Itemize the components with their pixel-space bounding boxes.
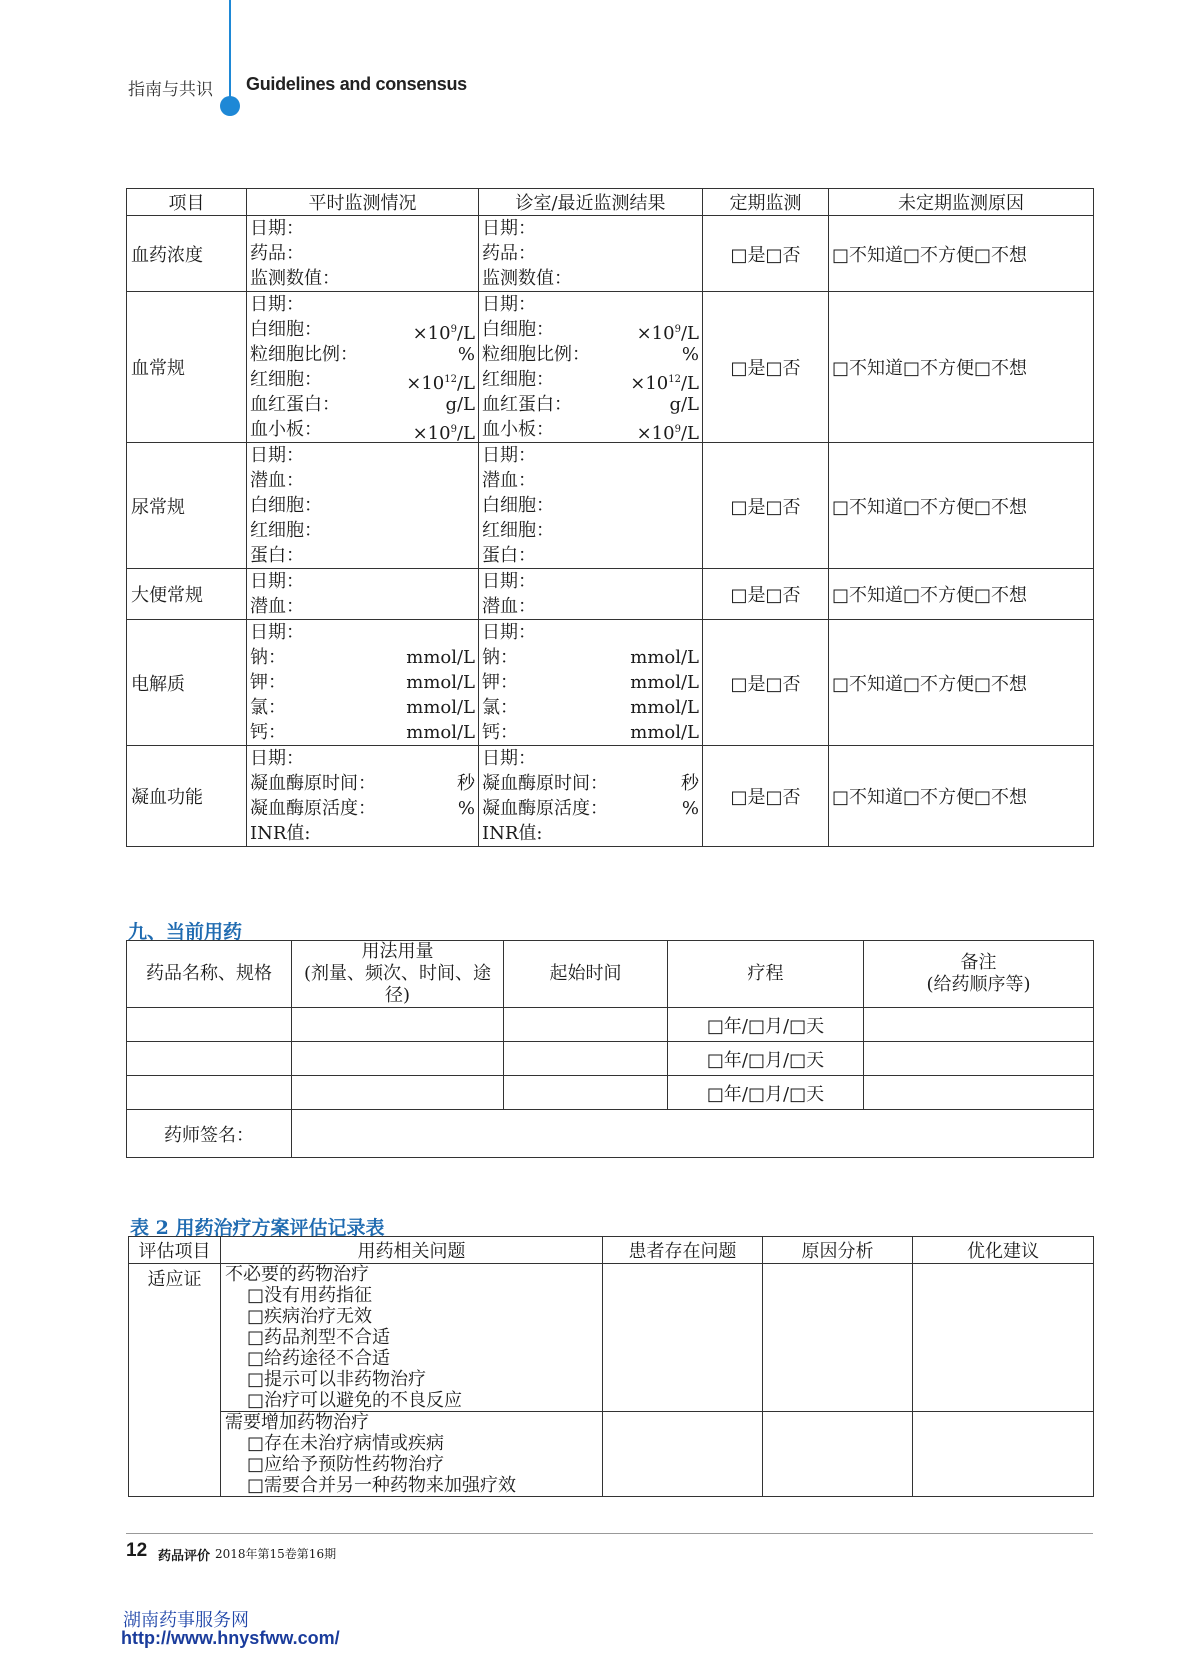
field-line <box>482 241 699 266</box>
no-monitoring-reason-checkbox[interactable]: □不知道□不方便□不想 <box>829 620 1094 746</box>
field-line <box>250 493 475 518</box>
field-line <box>482 594 699 619</box>
field-line <box>482 620 699 645</box>
field-line <box>482 569 699 594</box>
field-line <box>482 695 699 720</box>
drug-name-cell[interactable] <box>127 1042 292 1076</box>
col-header: 项目 <box>127 189 247 216</box>
field-label: INR值: <box>250 823 311 844</box>
note-cell[interactable] <box>864 1042 1094 1076</box>
note-cell[interactable] <box>864 1008 1094 1042</box>
note-cell[interactable] <box>864 1076 1094 1110</box>
field-label: 钾： <box>482 672 518 693</box>
signature-row <box>127 1110 1094 1158</box>
field-label: 白细胞： <box>250 495 322 516</box>
field-label: 氯： <box>250 697 286 718</box>
monitor-row <box>127 216 1094 292</box>
problem-option-checkbox[interactable]: □治疗可以避免的不良反应 <box>247 1390 463 1411</box>
no-monitoring-reason-checkbox[interactable]: □不知道□不方便□不想 <box>829 569 1094 620</box>
field-label: 日期： <box>482 218 536 239</box>
usage-cell[interactable] <box>292 1008 504 1042</box>
field-label: 潜血： <box>250 596 304 617</box>
field-line <box>482 670 699 695</box>
monitor-item-name: 凝血功能 <box>127 746 247 847</box>
field-unit: mmol/L <box>630 647 699 668</box>
journal-name: 药品评价 <box>158 1549 211 1564</box>
note-title: 备注 <box>960 952 997 973</box>
header-section-en: Guidelines and consensus <box>246 74 467 94</box>
routine-monitoring-cell[interactable] <box>247 216 479 292</box>
field-line <box>250 518 475 543</box>
field-label: 凝血酶原时间： <box>482 773 608 794</box>
routine-monitoring-cell[interactable] <box>247 292 479 443</box>
problem-group-additional <box>221 1412 603 1497</box>
field-line <box>482 417 699 442</box>
evaluation-table <box>128 1236 1094 1497</box>
col-header: 未定期监测原因 <box>829 189 1094 216</box>
col-header-drug-name: 药品名称、规格 <box>127 941 292 1008</box>
group-title: 需要增加药物治疗 <box>225 1412 369 1433</box>
field-label: 日期： <box>250 622 304 643</box>
field-line <box>482 342 699 367</box>
recent-result-cell[interactable] <box>479 292 703 443</box>
field-label: 日期： <box>482 571 536 592</box>
field-label: 粒细胞比例： <box>250 344 358 365</box>
field-label: 白细胞： <box>482 319 554 340</box>
field-line <box>250 821 475 846</box>
problem-option-checkbox[interactable]: □药品剂型不合适 <box>247 1327 391 1348</box>
medication-row <box>127 1076 1094 1110</box>
field-line <box>482 493 699 518</box>
field-line <box>250 771 475 796</box>
patient-problem-cell[interactable] <box>603 1264 763 1412</box>
field-line <box>250 443 475 468</box>
note-subtitle: (给药顺序等) <box>926 974 1031 995</box>
field-label: 监测数值： <box>250 268 340 289</box>
problem-option-checkbox[interactable]: □需要合并另一种药物来加强疗效 <box>247 1475 517 1496</box>
field-label: 粒细胞比例： <box>482 344 590 365</box>
field-line <box>250 317 475 342</box>
field-line <box>482 367 699 392</box>
field-line <box>250 594 475 619</box>
monitor-row <box>127 569 1094 620</box>
field-label: 蛋白： <box>482 545 536 566</box>
field-label: 监测数值： <box>482 268 572 289</box>
recent-result-cell[interactable] <box>479 443 703 569</box>
regular-monitoring-checkbox[interactable]: □是□否 <box>703 569 829 620</box>
field-label: 钙： <box>482 722 518 743</box>
field-label: 日期： <box>482 748 536 769</box>
group-options <box>221 1285 602 1411</box>
col-header-usage <box>292 941 504 1008</box>
group-options <box>221 1433 602 1496</box>
field-line <box>250 392 475 417</box>
field-label: 潜血： <box>482 596 536 617</box>
field-unit: 秒 <box>681 773 699 794</box>
field-line <box>250 292 475 317</box>
field-label: 钠： <box>482 647 518 668</box>
course-cell[interactable]: □年/□月/□天 <box>668 1042 864 1076</box>
field-unit: g/L <box>445 394 475 415</box>
evaluation-item-indication: 适应证 <box>129 1264 221 1497</box>
field-unit: % <box>457 798 475 819</box>
no-monitoring-reason-checkbox[interactable]: □不知道□不方便□不想 <box>829 216 1094 292</box>
field-line <box>482 645 699 670</box>
field-line <box>482 317 699 342</box>
field-unit: % <box>681 344 699 365</box>
problem-option-checkbox[interactable]: □疾病治疗无效 <box>247 1306 373 1327</box>
field-unit: mmol/L <box>406 647 475 668</box>
no-monitoring-reason-checkbox[interactable]: □不知道□不方便□不想 <box>829 292 1094 443</box>
field-line <box>482 543 699 568</box>
recent-result-cell[interactable] <box>479 746 703 847</box>
field-label: 红细胞： <box>250 369 322 390</box>
field-label: 日期： <box>482 622 536 643</box>
no-monitoring-reason-checkbox[interactable]: □不知道□不方便□不想 <box>829 443 1094 569</box>
field-line <box>250 266 475 291</box>
field-label: 血红蛋白： <box>250 394 340 415</box>
course-cell[interactable]: □年/□月/□天 <box>668 1076 864 1110</box>
monitor-row <box>127 620 1094 746</box>
field-line <box>482 292 699 317</box>
regular-monitoring-checkbox[interactable]: □是□否 <box>703 443 829 569</box>
field-label: 白细胞： <box>482 495 554 516</box>
field-label: 日期： <box>250 445 304 466</box>
current-medication-table <box>126 940 1094 1158</box>
field-label: 钠： <box>250 647 286 668</box>
watermark-url[interactable]: http://www.hnysfww.com/ <box>121 1628 340 1648</box>
field-line <box>482 266 699 291</box>
field-unit: mmol/L <box>630 672 699 693</box>
col-header: 优化建议 <box>913 1237 1094 1264</box>
field-label: 钙： <box>250 722 286 743</box>
problem-option-checkbox[interactable]: □存在未治疗病情或疾病 <box>247 1433 445 1454</box>
field-line <box>482 746 699 771</box>
cause-analysis-cell[interactable] <box>763 1412 913 1497</box>
drug-name-cell[interactable] <box>127 1076 292 1110</box>
field-label: INR值: <box>482 823 543 844</box>
problem-option-checkbox[interactable]: □应给予预防性药物治疗 <box>247 1454 445 1475</box>
regular-monitoring-checkbox[interactable]: □是□否 <box>703 292 829 443</box>
field-line <box>250 670 475 695</box>
usage-cell[interactable] <box>292 1076 504 1110</box>
routine-monitoring-cell[interactable] <box>247 746 479 847</box>
field-unit: mmol/L <box>406 697 475 718</box>
field-label: 钾： <box>250 672 286 693</box>
field-line <box>482 518 699 543</box>
field-label: 药品： <box>250 243 304 264</box>
field-unit: mmol/L <box>406 722 475 743</box>
field-label: 日期： <box>250 294 304 315</box>
monitor-row <box>127 443 1094 569</box>
table2-title: 表 2 用药治疗方案评估记录表 <box>130 1217 385 1239</box>
no-monitoring-reason-checkbox[interactable]: □不知道□不方便□不想 <box>829 746 1094 847</box>
field-unit: % <box>681 798 699 819</box>
medication-row <box>127 1042 1094 1076</box>
field-line <box>250 342 475 367</box>
field-unit: g/L <box>669 394 699 415</box>
col-header: 患者存在问题 <box>603 1237 763 1264</box>
monitor-row <box>127 746 1094 847</box>
field-label: 凝血酶原时间： <box>250 773 376 794</box>
field-line <box>250 241 475 266</box>
monitor-row <box>127 292 1094 443</box>
regular-monitoring-checkbox[interactable]: □是□否 <box>703 746 829 847</box>
usage-cell[interactable] <box>292 1042 504 1076</box>
usage-title: 用法用量 <box>361 941 434 962</box>
drug-name-cell[interactable] <box>127 1008 292 1042</box>
problem-option-checkbox[interactable]: □没有用药指征 <box>247 1285 373 1306</box>
field-label: 日期： <box>250 218 304 239</box>
optimization-cell[interactable] <box>913 1264 1094 1412</box>
field-label: 白细胞： <box>250 319 322 340</box>
start-time-cell[interactable] <box>504 1042 668 1076</box>
field-unit: % <box>457 344 475 365</box>
field-label: 血红蛋白： <box>482 394 572 415</box>
recent-result-cell[interactable] <box>479 569 703 620</box>
col-header: 诊室/最近监测结果 <box>479 189 703 216</box>
problem-group-unnecessary <box>221 1264 603 1412</box>
problem-option-checkbox[interactable]: □给药途径不合适 <box>247 1348 391 1369</box>
field-unit: $\times 10^9/L$ <box>636 423 699 444</box>
monitor-item-name: 尿常规 <box>127 443 247 569</box>
monitor-item-name: 电解质 <box>127 620 247 746</box>
col-header: 用药相关问题 <box>221 1237 603 1264</box>
header-dot <box>220 96 240 116</box>
regular-monitoring-checkbox[interactable]: □是□否 <box>703 216 829 292</box>
field-unit: $\times 10^9/L$ <box>412 423 475 444</box>
col-header: 平时监测情况 <box>247 189 479 216</box>
field-label: 氯： <box>482 697 518 718</box>
col-header: 原因分析 <box>763 1237 913 1264</box>
field-line <box>250 468 475 493</box>
routine-monitoring-cell[interactable] <box>247 620 479 746</box>
field-line <box>482 771 699 796</box>
field-label: 日期： <box>482 294 536 315</box>
field-label: 血小板： <box>482 419 554 440</box>
field-label: 血小板： <box>250 419 322 440</box>
field-unit: $\times 10^{12}/L$ <box>406 373 475 394</box>
field-line <box>482 821 699 846</box>
field-line <box>482 468 699 493</box>
regular-monitoring-checkbox[interactable]: □是□否 <box>703 620 829 746</box>
field-line <box>250 720 475 745</box>
page-number: 12 <box>126 1540 148 1561</box>
col-header: 定期监测 <box>703 189 829 216</box>
field-line <box>250 796 475 821</box>
col-header-note <box>864 941 1094 1008</box>
field-line <box>482 720 699 745</box>
usage-subtitle: (剂量、频次、时间、途径) <box>303 963 492 1006</box>
field-line <box>250 695 475 720</box>
field-label: 潜血： <box>482 470 536 491</box>
start-time-cell[interactable] <box>504 1008 668 1042</box>
field-label: 日期： <box>250 748 304 769</box>
field-label: 凝血酶原活度： <box>482 798 608 819</box>
field-unit: 秒 <box>457 773 475 794</box>
field-line <box>250 417 475 442</box>
field-label: 日期： <box>482 445 536 466</box>
monitor-item-name: 血常规 <box>127 292 247 443</box>
field-line <box>482 392 699 417</box>
header-section-cn: 指南与共识 <box>128 80 213 100</box>
cause-analysis-cell[interactable] <box>763 1264 913 1412</box>
recent-result-cell[interactable] <box>479 216 703 292</box>
field-line <box>482 216 699 241</box>
field-unit: $\times 10^9/L$ <box>412 323 475 344</box>
header-vertical-line <box>229 0 231 104</box>
routine-monitoring-cell[interactable] <box>247 443 479 569</box>
section-title-current-medication: 九、当前用药 <box>128 921 243 943</box>
monitor-item-name: 血药浓度 <box>127 216 247 292</box>
monitor-item-name: 大便常规 <box>127 569 247 620</box>
problem-option-checkbox[interactable]: □提示可以非药物治疗 <box>247 1369 427 1390</box>
field-line <box>250 569 475 594</box>
patient-problem-cell[interactable] <box>603 1412 763 1497</box>
field-label: 红细胞： <box>482 520 554 541</box>
journal-issue: 2018年第15卷第16期 <box>215 1547 337 1561</box>
field-line <box>482 796 699 821</box>
col-header-start-time: 起始时间 <box>504 941 668 1008</box>
medication-row <box>127 1008 1094 1042</box>
field-label: 蛋白： <box>250 545 304 566</box>
field-line <box>250 746 475 771</box>
routine-monitoring-cell[interactable] <box>247 569 479 620</box>
col-header-course: 疗程 <box>668 941 864 1008</box>
field-unit: $\times 10^{12}/L$ <box>630 373 699 394</box>
field-unit: mmol/L <box>630 697 699 718</box>
field-unit: $\times 10^9/L$ <box>636 323 699 344</box>
course-cell[interactable]: □年/□月/□天 <box>668 1008 864 1042</box>
field-line <box>250 645 475 670</box>
start-time-cell[interactable] <box>504 1076 668 1110</box>
footer-divider <box>126 1533 1093 1534</box>
col-header: 评估项目 <box>129 1237 221 1264</box>
optimization-cell[interactable] <box>913 1412 1094 1497</box>
field-unit: mmol/L <box>630 722 699 743</box>
field-line <box>250 620 475 645</box>
pharmacist-signature-label: 药师签名： <box>127 1110 292 1158</box>
recent-result-cell[interactable] <box>479 620 703 746</box>
field-line <box>250 367 475 392</box>
pharmacist-signature-field[interactable] <box>292 1110 1094 1158</box>
field-line <box>482 443 699 468</box>
field-label: 潜血： <box>250 470 304 491</box>
monitoring-table <box>126 188 1094 847</box>
field-line <box>250 216 475 241</box>
field-unit: mmol/L <box>406 672 475 693</box>
field-label: 药品： <box>482 243 536 264</box>
watermark-site-name: 湖南药事服务网 <box>123 1610 249 1631</box>
field-label: 红细胞： <box>250 520 322 541</box>
group-title: 不必要的药物治疗 <box>225 1264 369 1285</box>
field-label: 凝血酶原活度： <box>250 798 376 819</box>
field-label: 日期： <box>250 571 304 592</box>
field-label: 红细胞： <box>482 369 554 390</box>
field-line <box>250 543 475 568</box>
